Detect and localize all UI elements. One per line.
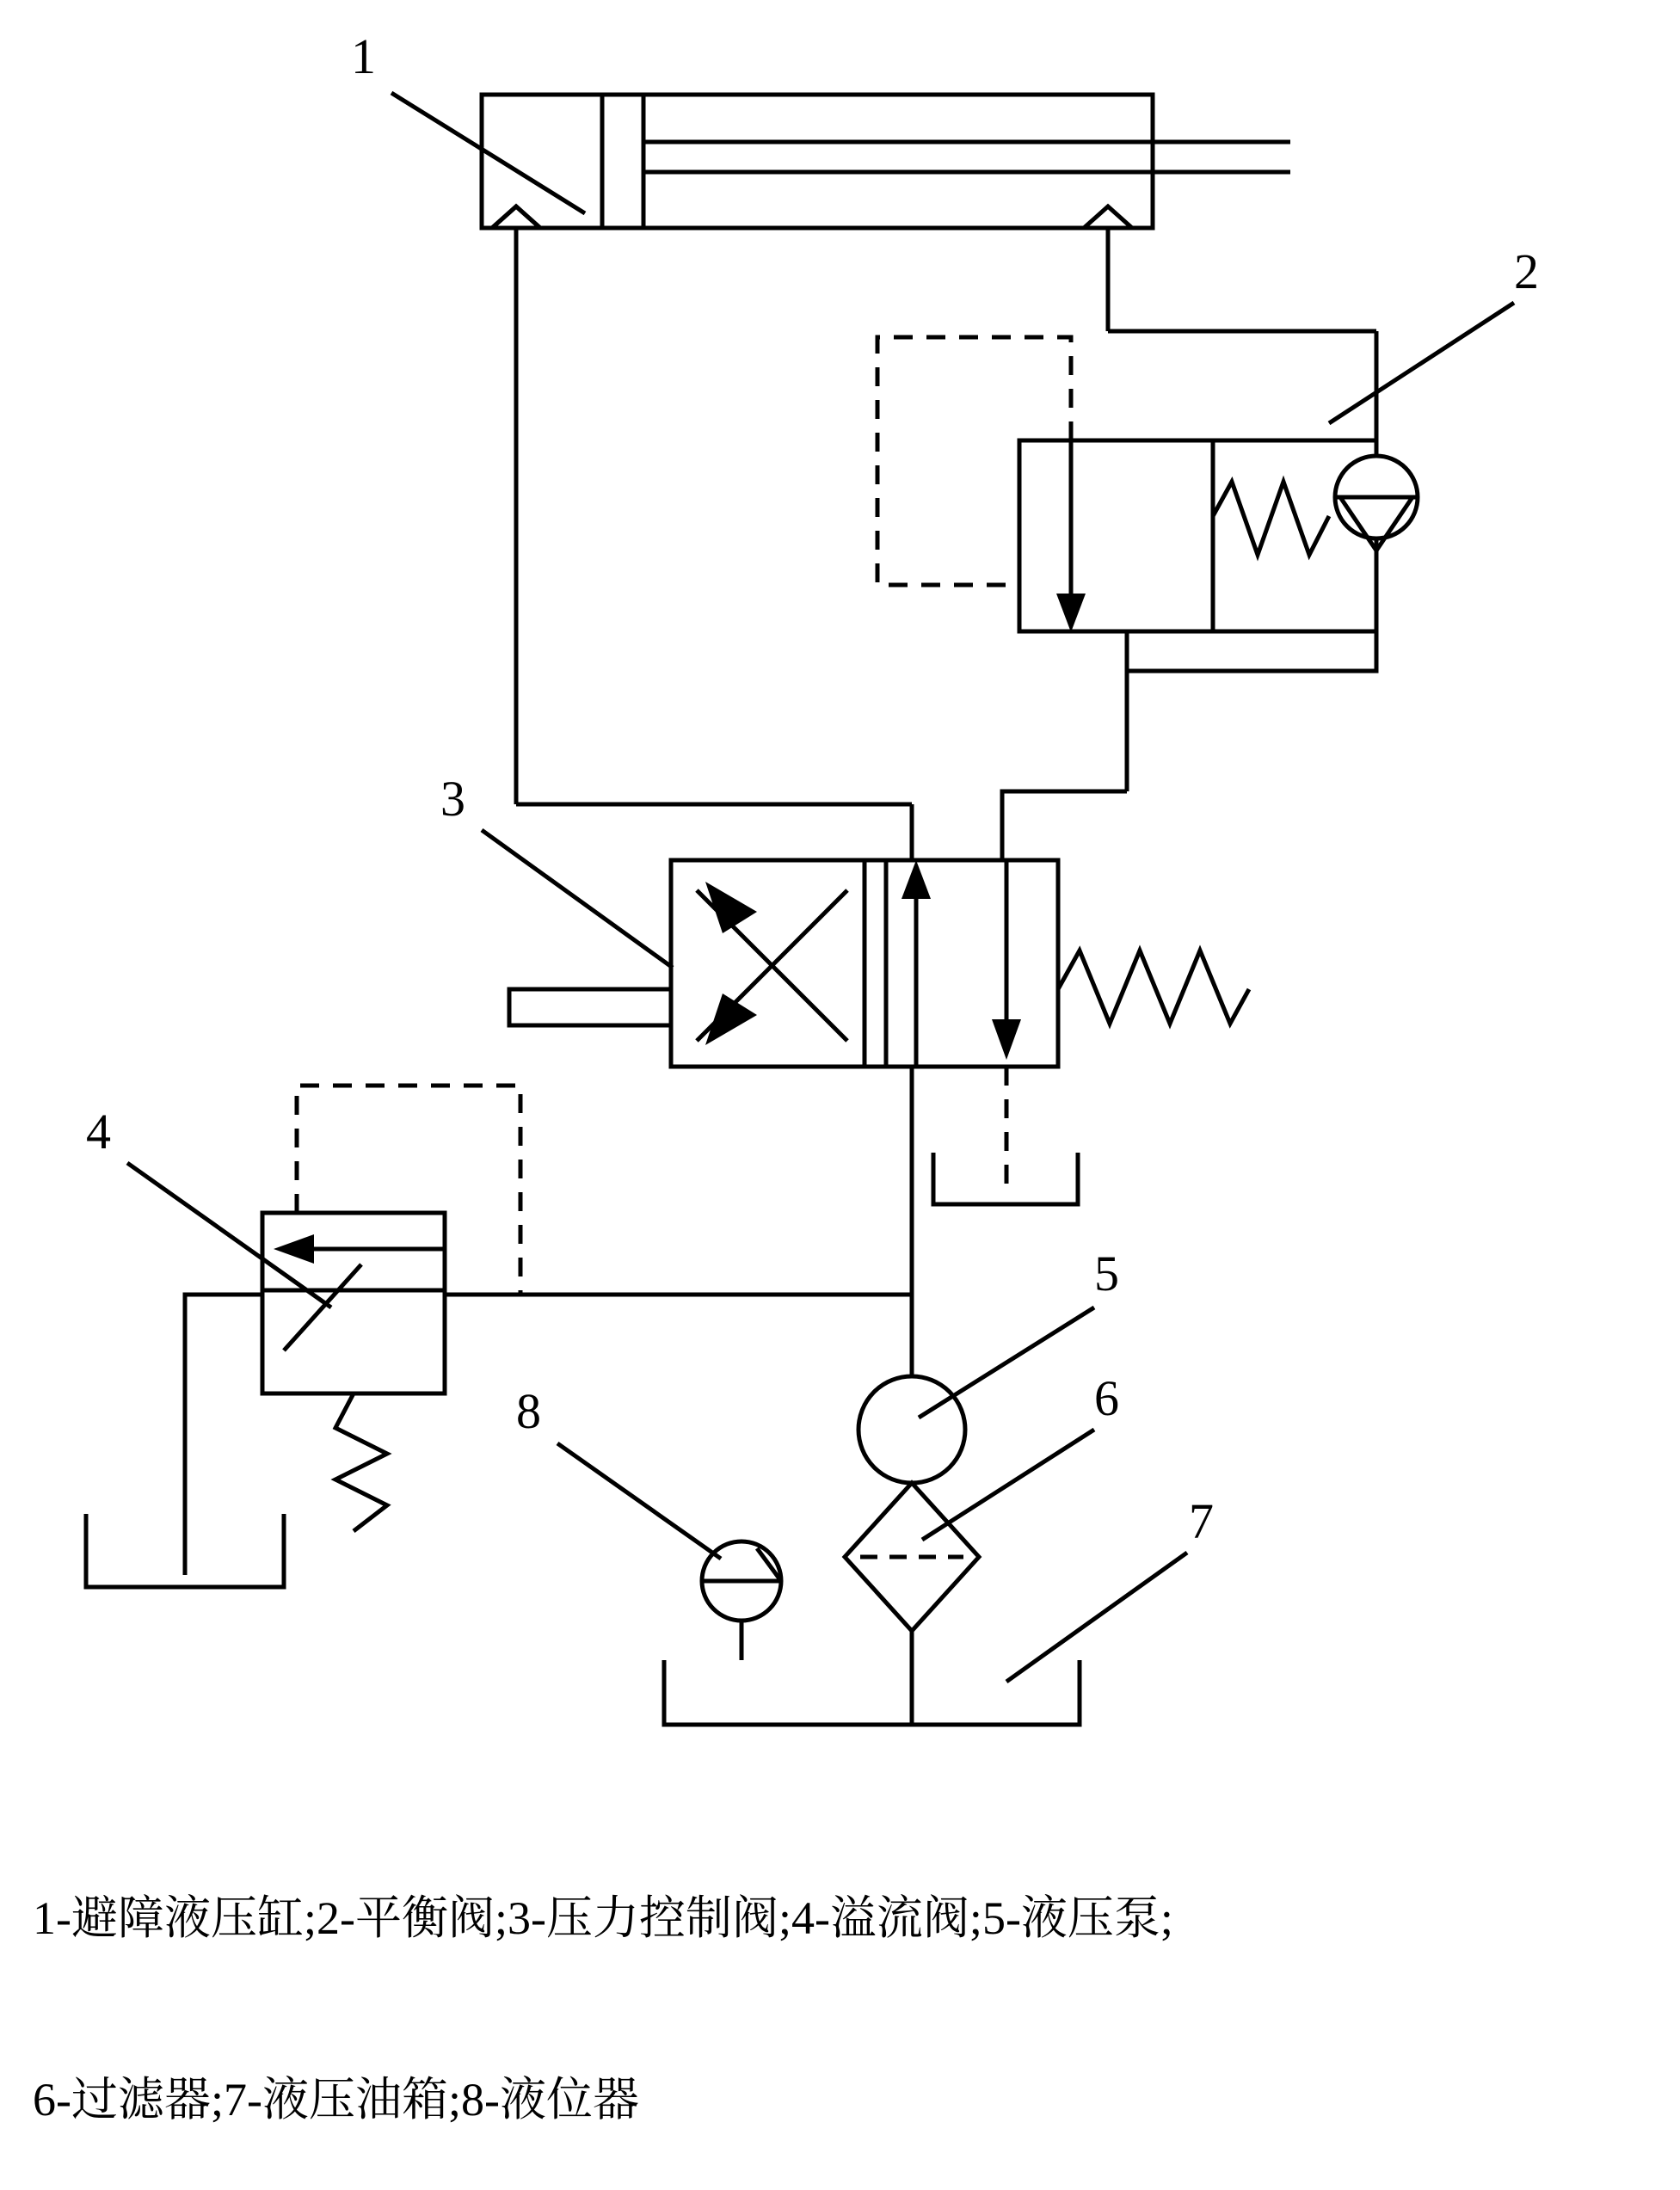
callout-label-7: 7 bbox=[1189, 1493, 1214, 1549]
balance-valve-frame bbox=[1002, 671, 1127, 860]
pipe-cylinder-left-to-valve bbox=[516, 228, 912, 860]
caption-line-2: 6-过滤器;7-液压油箱;8-液位器 bbox=[33, 2073, 639, 2125]
component-filter bbox=[845, 1483, 979, 1725]
figure-caption bbox=[33, 1768, 1650, 2190]
component-pressure-control-valve bbox=[509, 860, 1249, 1067]
callout-label-2: 2 bbox=[1514, 243, 1539, 299]
callout-label-6: 6 bbox=[1094, 1370, 1119, 1426]
component-relief-valve bbox=[86, 1086, 912, 1587]
component-hydraulic-cylinder bbox=[482, 95, 1290, 228]
valve-tank-drain bbox=[933, 1067, 1078, 1204]
callout-labels bbox=[86, 28, 1539, 1549]
callout-label-5: 5 bbox=[1094, 1246, 1119, 1301]
component-hydraulic-pump bbox=[858, 1376, 965, 1483]
callout-label-8: 8 bbox=[516, 1383, 541, 1439]
callout-label-4: 4 bbox=[86, 1104, 111, 1160]
component-balance-valve bbox=[877, 331, 1418, 671]
callout-label-3: 3 bbox=[440, 771, 465, 827]
component-level-indicator bbox=[702, 1541, 781, 1660]
caption-line-1: 1-避障液压缸;2-平衡阀;3-压力控制阀;4-溢流阀;5-液压泵; bbox=[33, 1892, 1173, 1945]
pipe-cylinder-right-to-balance-valve bbox=[1108, 228, 1376, 430]
component-reservoir bbox=[664, 1660, 1080, 1725]
callout-label-1: 1 bbox=[351, 28, 376, 84]
